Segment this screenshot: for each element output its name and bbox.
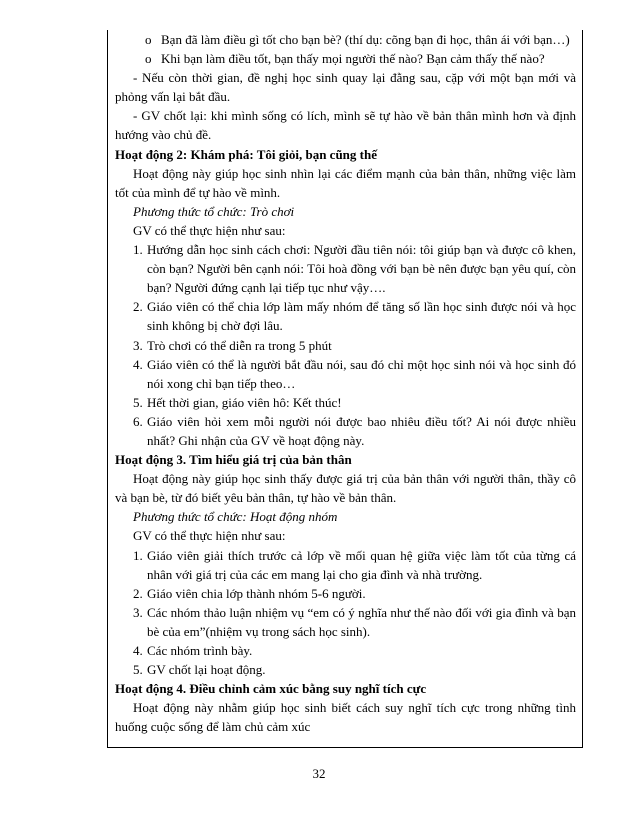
step-text: Hết thời gian, giáo viên hô: Kết thúc! bbox=[147, 394, 342, 410]
step-number: 6. bbox=[133, 413, 143, 429]
paragraph: - GV chốt lại: khi mình sống có lích, mình sẽ tự hào về bản thân mình hơn và định hướng vào chủ đề. bbox=[115, 108, 576, 143]
numbered-step bbox=[115, 641, 576, 660]
numbered-step bbox=[115, 412, 576, 450]
step-text: GV chốt lại hoạt động. bbox=[147, 662, 266, 678]
numbered-step bbox=[115, 603, 576, 641]
bullet-mark: o bbox=[145, 32, 152, 47]
step-number: 4. bbox=[133, 356, 143, 372]
step-number: 2. bbox=[133, 585, 143, 601]
step-text: Các nhóm trình bày. bbox=[147, 643, 253, 658]
step-number: 1. bbox=[133, 547, 143, 563]
method-label: Phương thức tổ chức: Trò chơi bbox=[133, 203, 295, 219]
bullet-text: Bạn đã làm điều gì tốt cho bạn bè? (thí dụ: cõng bạn đi học, thân ái với bạn…) bbox=[161, 32, 570, 47]
activity-heading: Hoạt động 2: Khám phá: Tôi giỏi, bạn cũng thế bbox=[115, 146, 377, 162]
numbered-step bbox=[115, 355, 576, 393]
step-text: Giáo viên hỏi xem mỗi người nói được bao nhiêu điều tốt? Ai nói được nhiều nhất? Ghi nhận của GV về hoạt động này. bbox=[147, 413, 576, 448]
bullet-item bbox=[115, 30, 576, 49]
step-number: 5. bbox=[133, 662, 143, 678]
document-body bbox=[115, 30, 576, 736]
step-number: 2. bbox=[133, 299, 143, 315]
step-text: Giáo viên chia lớp thành nhóm 5-6 người. bbox=[147, 585, 366, 601]
lead-text: GV có thể thực hiện như sau: bbox=[133, 222, 286, 238]
step-number: 5. bbox=[133, 394, 143, 410]
paragraph: - Nếu còn thời gian, đề nghị học sinh quay lại đằng sau, cặp với một bạn mới và phỏng vấn lại bắt đầu. bbox=[115, 70, 576, 105]
method-label: Phương thức tổ chức: Hoạt động nhóm bbox=[133, 509, 338, 525]
activity-heading: Hoạt động 3. Tìm hiểu giá trị của bản thân bbox=[115, 452, 352, 468]
numbered-step bbox=[115, 584, 576, 603]
numbered-step bbox=[115, 336, 576, 355]
numbered-step bbox=[115, 660, 576, 679]
step-number: 3. bbox=[133, 604, 143, 620]
page-number: 32 bbox=[312, 766, 326, 781]
step-text: Giáo viên giải thích trước cả lớp về mối quan hệ giữa việc làm tốt của từng cá nhân với giá trị của các em mang lại cho gia đình và nhà trường. bbox=[147, 547, 576, 582]
step-number: 4. bbox=[133, 643, 143, 658]
activity-heading: Hoạt động 4. Điều chỉnh cảm xúc bằng suy nghĩ tích cực bbox=[115, 681, 427, 697]
step-text: Các nhóm thảo luận nhiệm vụ “em có ý nghĩa như thế nào đối với gia đình và bạn bè của em”(nhiệm vụ trong sách học sinh). bbox=[147, 604, 576, 639]
numbered-step bbox=[115, 297, 576, 335]
activity-description: Hoạt động này nhằm giúp học sinh biết cách suy nghĩ tích cực trong những tình huống cuộc sống để làm chủ cảm xúc bbox=[115, 700, 576, 735]
activity-description: Hoạt động này giúp học sinh nhìn lại các điểm mạnh của bản thân, những việc làm tốt của mình để tự hào về mình. bbox=[115, 165, 576, 200]
numbered-step bbox=[115, 393, 576, 412]
bullet-item bbox=[115, 49, 576, 68]
numbered-step bbox=[115, 240, 576, 297]
step-number: 1. bbox=[133, 242, 143, 258]
step-text: Trò chơi có thể diễn ra trong 5 phút bbox=[147, 337, 332, 353]
lead-text: GV có thể thực hiện như sau: bbox=[133, 528, 286, 544]
page-frame bbox=[107, 30, 583, 748]
step-text: Giáo viên có thể là người bắt đầu nói, sau đó chỉ một học sinh nói và học sinh đó nói xong chỉ bạn tiếp theo… bbox=[147, 356, 576, 391]
bullet-text: Khi bạn làm điều tốt, bạn thấy mọi người thế nào? Bạn cảm thấy thế nào? bbox=[161, 51, 545, 67]
numbered-step bbox=[115, 546, 576, 584]
step-text: Giáo viên có thể chia lớp làm mấy nhóm để tăng số lần học sinh được nói và học sinh không bị chờ đợi lâu. bbox=[147, 299, 576, 334]
step-number: 3. bbox=[133, 337, 143, 353]
activity-description: Hoạt động này giúp học sinh thấy được giá trị của bản thân với người thân, thầy cô và bạn bè, từ đó biết yêu bản thân, tự hào về bản thân. bbox=[115, 471, 576, 506]
step-text: Hướng dẫn học sinh cách chơi: Người đầu tiên nói: tôi giúp bạn và được cô khen, còn bạn? Người bên cạnh nói: Tôi hoà đồng với bạn bè nên được bạn yêu quí, còn bạn? Người đứng cạnh lại tiếp tục như vậy…. bbox=[147, 242, 576, 296]
bullet-mark: o bbox=[145, 51, 152, 67]
